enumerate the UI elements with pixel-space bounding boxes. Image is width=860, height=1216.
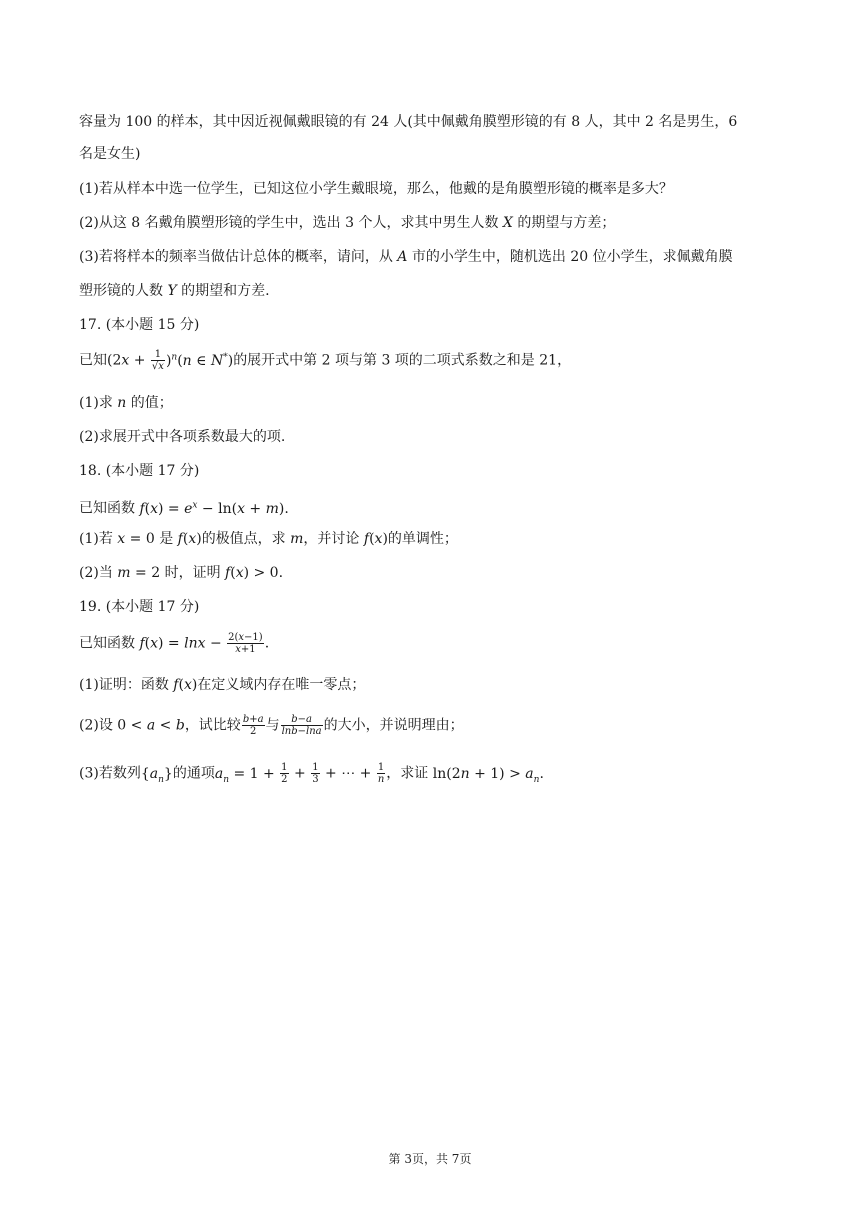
q16-stem-line-1: 容量为 100 的样本，其中因近视佩戴眼镜的有 24 人(其中佩戴角膜塑形镜的有 8 人，其中 2 名是男生，6 bbox=[79, 114, 738, 130]
q18-part-1: (1)若 x = 0 是 f(x)的极值点，求 m，并讨论 f(x)的单调性； bbox=[79, 531, 458, 547]
q16-part-3-line-1: (3)若将样本的频率当做估计总体的概率，请问，从 A 市的小学生中，随机选出 20 位小学生，求佩戴角膜 bbox=[79, 249, 733, 265]
q19-part-2: (2)设 0 < a < b，试比较 $\frac{b+a}{2}$ 与 $\frac{b-a}{\ln b-\ln a}$ 的大小，并说明理由； bbox=[79, 714, 464, 737]
q18-part-2: (2)当 m = 2 时，证明 f(x) > 0. bbox=[79, 565, 284, 581]
page-footer: 第 3页，共 7页 bbox=[388, 1152, 472, 1166]
q19-part-1: (1)证明：函数 f(x)在定义域内存在唯一零点； bbox=[79, 677, 366, 693]
q17-part-1: (1)求 n 的值； bbox=[79, 395, 173, 411]
q16-stem-line-2: 名是女生) bbox=[79, 146, 141, 162]
q17-part-2: (2)求展开式中各项系数最大的项. bbox=[79, 429, 286, 445]
q17-stem: 已知(2x + $\frac{1}{√x}$ )$^n$(n ∈ N*)的展开式中第 2 项与第 3 项的二项式系数之和是 21， bbox=[79, 349, 572, 373]
q19-part-3: (3)若数列$\{a_n\}$的通项$a_n = 1$ + $\frac{1}{2}$ + $\frac{1}{3}$ + ⋯ + $\frac{1}{n}$ ，求证 $\ln(2n + 1) > a_n$. bbox=[79, 762, 544, 785]
q19-stem: 已知函数 f(x) = lnx − $\frac{2(x-1)}{x+1}$ . bbox=[79, 632, 270, 655]
q18-heading: 18. (本小题 17 分) bbox=[79, 463, 200, 479]
q16-part-2: (2)从这 8 名戴角膜塑形镜的学生中，选出 3 个人，求其中男生人数 X 的期望与方差； bbox=[79, 215, 616, 231]
q16-part-1: (1)若从样本中选一位学生，已知这位小学生戴眼境，那么，他戴的是角膜塑形镜的概率是多大？ bbox=[79, 181, 673, 197]
q18-stem: 已知函数 $f(x) = e^x - \ln(x + m)$. bbox=[79, 500, 289, 517]
q17-heading: 17. (本小题 15 分) bbox=[79, 317, 200, 333]
q19-heading: 19. (本小题 17 分) bbox=[79, 599, 200, 615]
q16-part-3-line-2: 塑形镜的人数 Y 的期望和方差. bbox=[79, 283, 270, 299]
